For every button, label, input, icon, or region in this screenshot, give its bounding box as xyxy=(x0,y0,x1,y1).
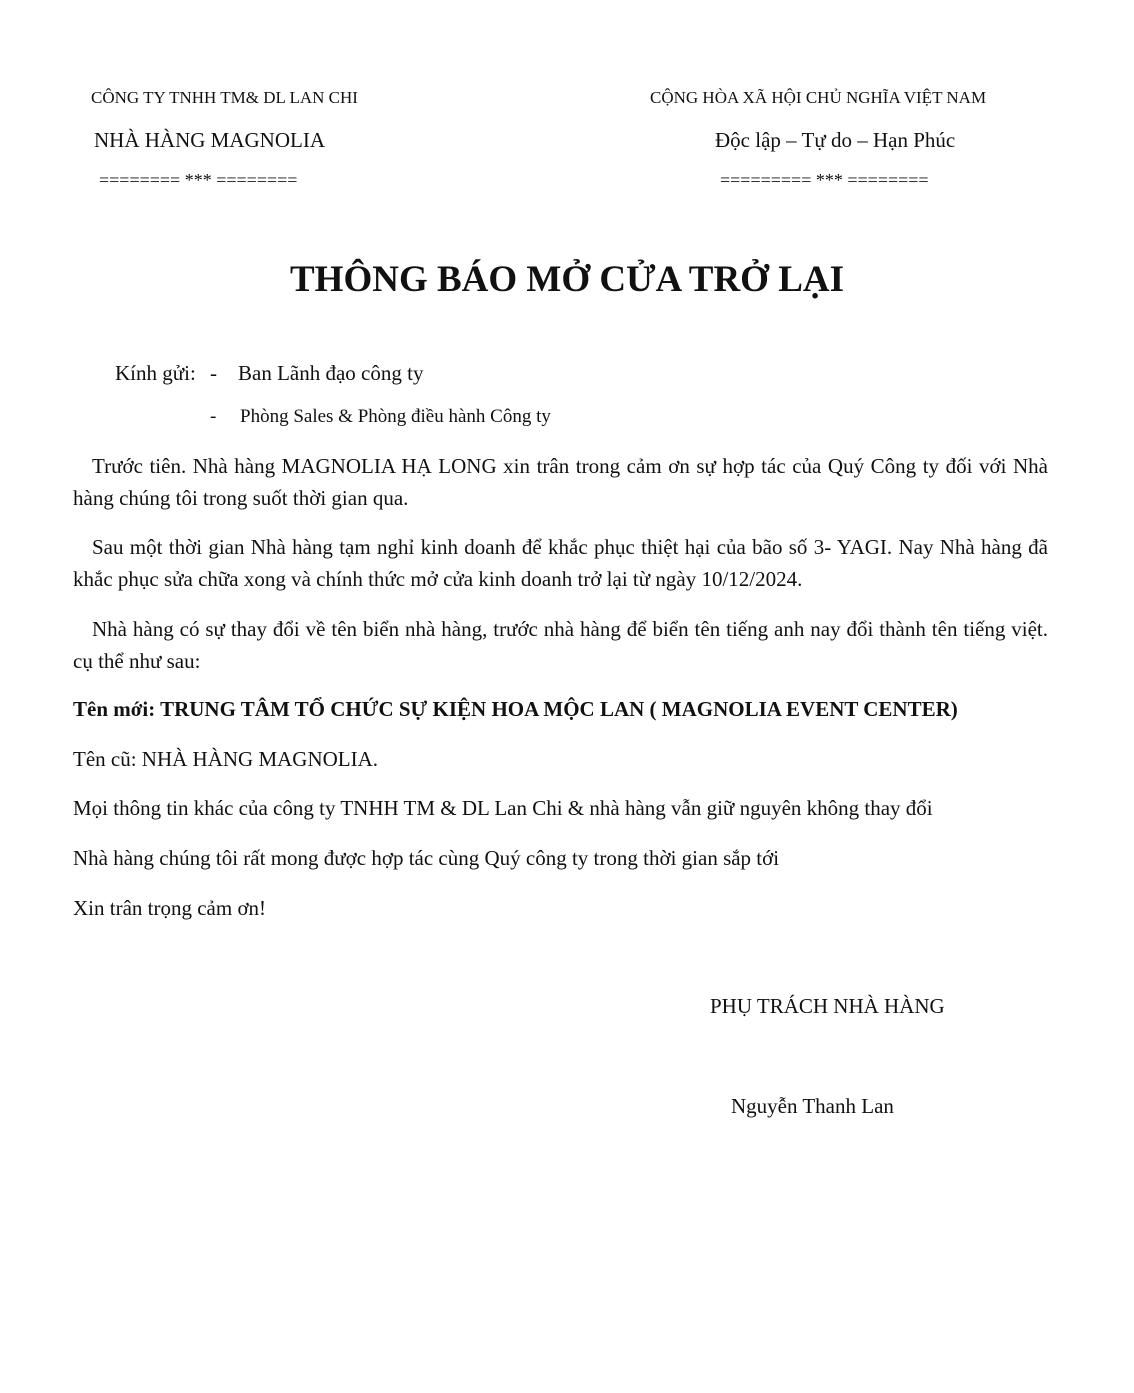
recipient-dash: - xyxy=(210,361,217,385)
document-title: THÔNG BÁO MỞ CỬA TRỞ LẠI xyxy=(289,259,845,300)
new-name-line: Tên mới: TRUNG TÂM TỔ CHỨC SỰ KIỆN HOA MỘC LAN ( MAGNOLIA EVENT CENTER) xyxy=(73,697,958,721)
recipient-item: Phòng Sales & Phòng điều hành Công ty xyxy=(240,406,551,427)
recipient-item: Ban Lãnh đạo công ty xyxy=(238,361,424,385)
body-paragraph: Nhà hàng có sự thay đổi về tên biển nhà hàng, trước nhà hàng để biển tên tiếng anh nay đổi thành tên tiếng việt. cụ thể như sau: xyxy=(73,617,1048,673)
closing-line: Xin trân trọng cảm ơn! xyxy=(73,896,267,920)
national-motto: Độc lập – Tự do – Hạn Phúc xyxy=(715,128,956,152)
left-separator: ======== *** ======== xyxy=(99,170,298,190)
restaurant-name: NHÀ HÀNG MAGNOLIA xyxy=(94,128,325,152)
body-line: Mọi thông tin khác của công ty TNHH TM & DL Lan Chi & nhà hàng vẫn giữ nguyên không thay đổi xyxy=(73,796,933,820)
signature-role: PHỤ TRÁCH NHÀ HÀNG xyxy=(710,994,945,1018)
signature-name: Nguyễn Thanh Lan xyxy=(731,1094,894,1118)
body-line: Nhà hàng chúng tôi rất mong được hợp tác cùng Quý công ty trong thời gian sắp tới xyxy=(73,846,780,870)
body-paragraph: Sau một thời gian Nhà hàng tạm nghỉ kinh doanh để khắc phục thiệt hại của bão số 3- YAGI. Nay Nhà hàng đã khắc phục sửa chữa xong và chính thức mở cửa kinh doanh trở lại từ ngày 10/12/2024. xyxy=(73,535,1048,591)
body-paragraph: Trước tiên. Nhà hàng MAGNOLIA HẠ LONG xin trân trong cảm ơn sự hợp tác của Quý Công ty đối với Nhà hàng chúng tôi trong suốt thời gian qua. xyxy=(73,454,1048,510)
old-name-line: Tên cũ: NHÀ HÀNG MAGNOLIA. xyxy=(73,747,379,771)
right-separator: ========= *** ======== xyxy=(720,170,929,190)
recipient-dash: - xyxy=(210,406,217,427)
company-name: CÔNG TY TNHH TM& DL LAN CHI xyxy=(91,88,358,107)
nation-name: CỘNG HÒA XÃ HỘI CHỦ NGHĨA VIỆT NAM xyxy=(650,88,987,107)
recipients-label: Kính gửi: xyxy=(115,361,196,385)
